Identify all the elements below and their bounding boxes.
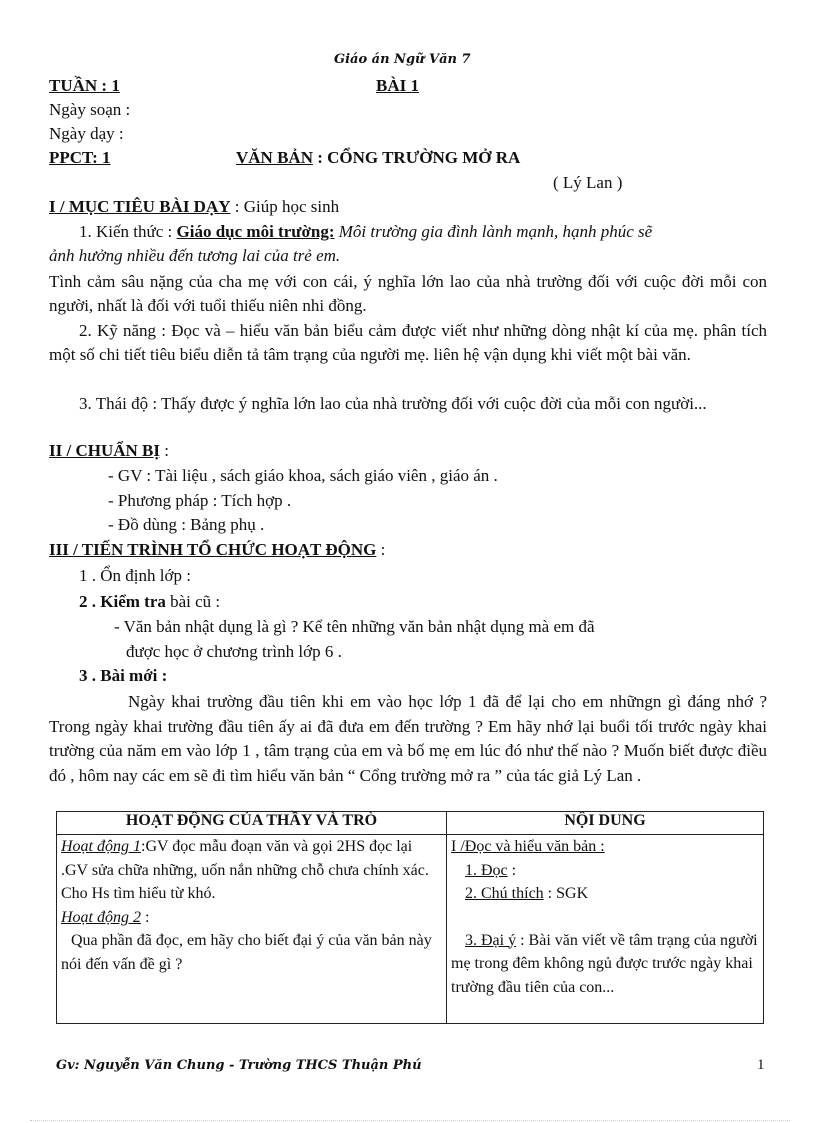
prep-item: - Đồ dùng : Bảng phụ . (108, 515, 265, 534)
lesson-intro: Ngày khai trường đầu tiên khi em vào học lớp 1 đã để lại cho em nhữngn gì đáng nhớ ? Trong ngày khai trường đầu tiên ấy ai đã đưa em đến trường ? Em hãy nhớ lại buổi tối trước ngày khai trường của năm em vào lớp 1 , tâm trạng của em và bố mẹ em lúc đó như thế nào ? Muốn biết được điều đó , hôm nay các em sẽ đi tìm hiểu văn bản “ Cổng trường mở ra ” của tác giả Lý Lan . (49, 692, 767, 785)
activity-2-heading (61, 906, 442, 930)
content-heading-text: I /Đọc và hiểu văn bản : (451, 838, 605, 855)
section1-heading-row (49, 197, 339, 217)
section2-heading: II / CHUẨN BỊ (49, 441, 160, 460)
date-taught: Ngày dạy : (49, 124, 124, 143)
knowledge-text: Tình cảm sâu nặng của cha mẹ với con cái, ý nghĩa lớn lao của nhà trường đối với cuộc đời mỗi con người, nhất là đối với tuổi thiếu niên nhi đồng. (49, 272, 767, 315)
content-item-1 (451, 859, 759, 883)
running-header: Giáo án Ngữ Văn 7 (334, 52, 471, 67)
step3 (79, 666, 167, 686)
step2-num: 2 . (79, 592, 101, 611)
activity-2-text: Qua phần đã đọc, em hãy cho biết đại ý của văn bản này nói đến vấn đề gì ? (61, 932, 432, 973)
attitude-text: 3. Thái độ : Thấy được ý nghĩa lớn lao của nhà trường đối với cuộc đời của mỗi con người... (79, 394, 707, 413)
activity-2-suffix: : (141, 908, 150, 926)
prep-item: - GV : Tài liệu , sách giáo khoa, sách giáo viên , giáo án . (108, 466, 498, 485)
step3-label: Bài mới : (100, 666, 168, 685)
prep-item: - Phương pháp : Tích hợp . (108, 491, 292, 510)
page-number: 1 (757, 1057, 765, 1073)
footer-divider (30, 1120, 790, 1121)
section1-heading: I / MỤC TIÊU BÀI DẠY (49, 197, 231, 216)
activity-1-text: :GV đọc mẫu đoạn văn và gọi 2HS đọc lại .GV sửa chữa những, uốn nắn những chỗ chưa chính xác. Cho Hs tìm hiểu từ khó. (61, 838, 429, 902)
env-text-2: ảnh hưởng nhiều đến tương lai của trẻ em. (49, 246, 341, 265)
date-prepared: Ngày soạn : (49, 100, 131, 119)
lesson-table (56, 811, 764, 1024)
section1-heading-suffix: : Giúp học sinh (230, 197, 340, 216)
section3-heading-row (49, 540, 385, 560)
content-item-3-text: : Bài văn viết về tâm trạng của người mẹ trong đêm không ngủ được trước ngày khai trường đầu tiên của con... (451, 931, 758, 996)
content-cell (447, 835, 764, 1024)
content-heading (451, 835, 759, 859)
table-header-activities: HOẠT ĐỘNG CỦA THẦY VÀ TRÒ (57, 812, 447, 835)
step2-question-1: - Văn bản nhật dụng là gì ? Kể tên những văn bản nhật dụng mà em đã (114, 617, 595, 636)
step1: 1 . Ổn định lớp : (79, 566, 191, 585)
activity-1 (61, 835, 442, 906)
section3-heading: III / TIẾN TRÌNH TỔ CHỨC HOẠT ĐỘNG (49, 540, 377, 559)
content-item-3 (451, 929, 759, 1000)
env-label: Giáo dục môi trường: (176, 222, 335, 241)
knowledge-label: 1. Kiến thức : (79, 222, 177, 241)
step2-rest: bài cũ : (165, 592, 221, 611)
ppct-label: PPCT: 1 (49, 148, 111, 167)
text-title-label: VĂN BẢN (236, 148, 313, 167)
step3-num: 3 . (79, 666, 101, 685)
text-title-rest: : CỔNG TRƯỜNG MỞ RA (312, 148, 521, 167)
week-label: TUẦN : 1 (49, 76, 120, 95)
step2 (79, 592, 220, 612)
activity-1-label: Hoạt động 1 (61, 838, 141, 855)
content-item-1-suffix: : (507, 861, 517, 879)
section2-heading-suffix: : (160, 441, 169, 460)
footer-teacher: Gv: Nguyễn Văn Chung - Trường THCS Thuận Phú (56, 1058, 422, 1073)
section2-heading-row (49, 441, 169, 461)
step2-label: Kiểm tra (100, 592, 166, 611)
content-item-2-suffix: : SGK (543, 885, 589, 902)
content-item-1-label: 1. Đọc (465, 861, 508, 879)
lesson-number: BÀI 1 (376, 76, 419, 95)
table-row (57, 835, 764, 1024)
knowledge-line1 (79, 222, 652, 242)
page-title (236, 148, 520, 168)
author: ( Lý Lan ) (553, 173, 623, 192)
step2-question-2: được học ở chương trình lớp 6 . (126, 642, 342, 661)
env-text-1: Môi trường gia đình lành mạnh, hạnh phúc sẽ (334, 222, 653, 241)
activity-2-label: Hoạt động 2 (61, 908, 141, 926)
activities-cell (57, 835, 447, 1024)
content-item-2-label: 2. Chú thích (465, 885, 544, 902)
table-header-content: NỘI DUNG (447, 812, 764, 835)
content-item-3-label: 3. Đại ý (465, 931, 517, 949)
section3-heading-suffix: : (376, 540, 386, 559)
table-header-row (57, 812, 764, 835)
content-item-2 (451, 882, 759, 906)
skill-text: 2. Kỹ năng : Đọc và – hiểu văn bản biểu cảm được viết như những dòng nhật kí của mẹ. phân tích một số chi tiết tiêu biểu diễn tả tâm trạng của người mẹ. liên hệ vận dụng khi viết một bài văn. (49, 321, 767, 364)
content-spacer (451, 906, 759, 929)
